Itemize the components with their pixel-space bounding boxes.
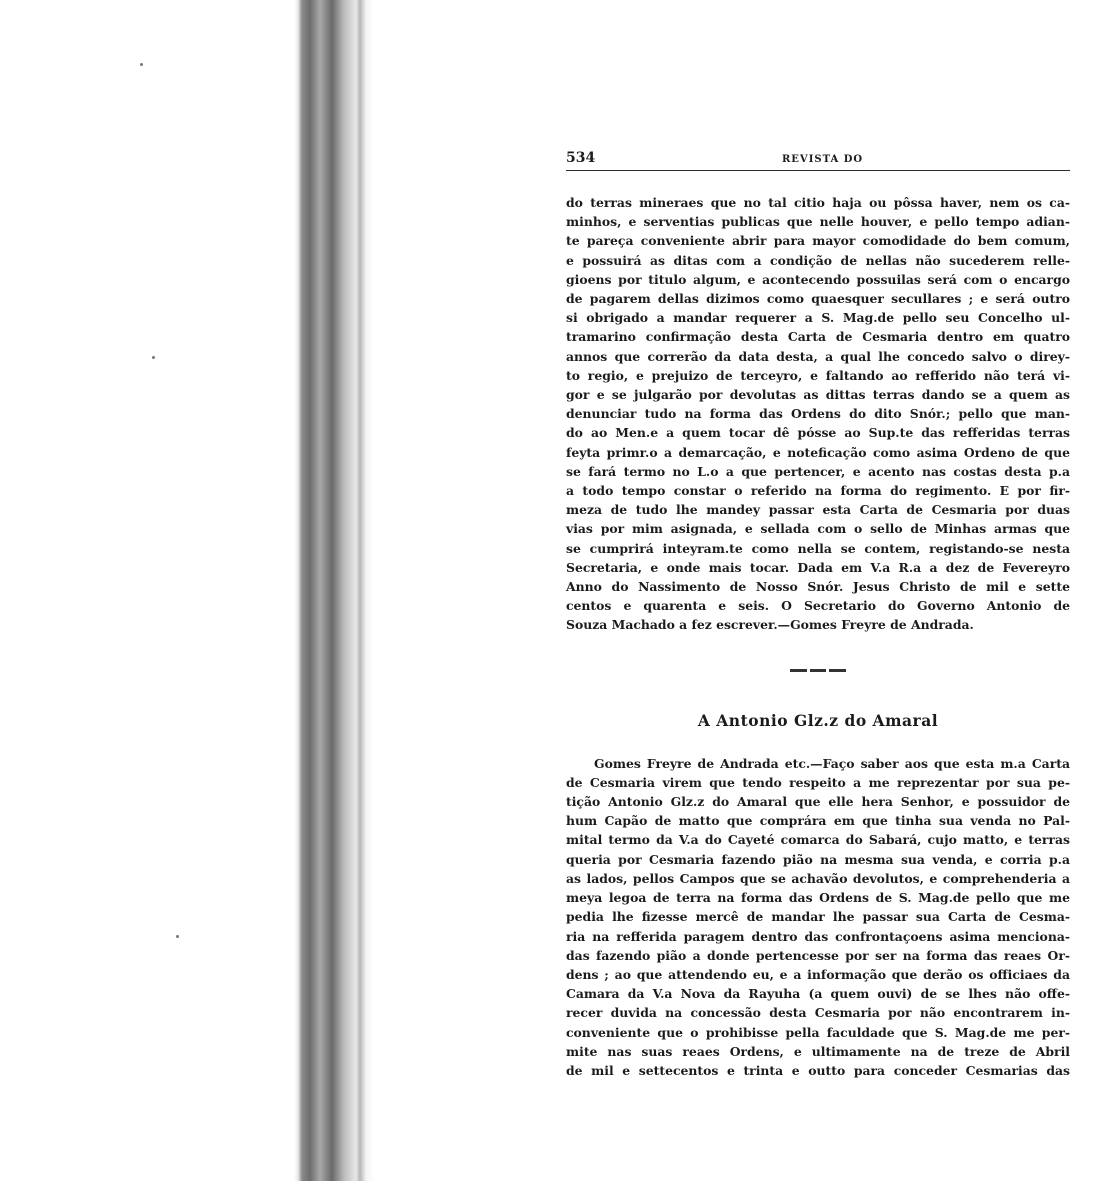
text-line: ria na refferida paragem dentro das confrontaçoens asima menciona- [566, 928, 1070, 944]
text-line: Gomes Freyre de Andrada etc.—Faço saber aos que esta m.a Carta [594, 755, 1070, 771]
text-line: Souza Machado a fez escrever.—Gomes Freyre de Andrada. [566, 617, 974, 633]
paper-speck [176, 935, 179, 938]
blank-left-page [0, 0, 300, 1181]
text-line: Secretaria, e onde mais tocar. Dada em V.a R.a a dez de Fevereyro [566, 559, 1070, 575]
text-line: mital termo da V.a do Cayeté comarca do Sabará, cujo matto, e terras [566, 832, 1070, 848]
paper-speck [152, 356, 155, 359]
text-block-carta-conclusion [566, 193, 1070, 635]
text-line: feyta primr.o a demarcação, e noteficação como asima Ordeno de que [566, 444, 1070, 460]
text-line: meza de tudo lhe mandey passar esta Carta de Cesmaria por duas [566, 502, 1070, 518]
text-line: e possuirá as ditas com a condição de nellas não sucederem relle- [566, 252, 1070, 268]
text-line: te pareça conveniente abrir para mayor comodidade do bem comum, [566, 233, 1070, 249]
text-line: Anno do Nassimento de Nosso Snór. Jesus Christo de mil e sette [566, 579, 1070, 595]
text-line: gioens por titulo algum, e acontecendo possuilas será com o encargo [566, 271, 1070, 287]
text-line: centos e quarenta e seis. O Secretario do Governo Antonio de [566, 598, 1070, 614]
text-line: se fará termo no L.o a que pertencer, e acento nas costas desta p.a [566, 463, 1070, 479]
text-line: dens ; ao que attendendo eu, e a informação que derão os officiaes da [566, 966, 1070, 982]
text-line: tição Antonio Glz.z do Amaral que elle hera Senhor, e possuidor de [566, 794, 1070, 810]
text-line: annos que correrão da data desta, a qual lhe concedo salvo o direy- [566, 348, 1070, 364]
text-line: conveniente que o prohibisse pella faculdade que S. Mag.de me per- [566, 1024, 1070, 1040]
text-line: tramarino confirmação desta Carta de Cesmaria dentro em quatro [566, 329, 1070, 345]
text-line: se cumprirá inteyram.te como nella se contem, registando-se nesta [566, 540, 1070, 556]
text-line: de mil e settecentos e trinta e outto para conceder Cesmarias das [566, 1062, 1070, 1078]
text-line: mite nas suas reaes Ordens, e ultimamente na de treze de Abril [566, 1043, 1070, 1059]
text-line: do terras mineraes que no tal citio haja ou pôssa haver, nem os ca- [566, 195, 1070, 210]
text-line: si obrigado a mandar requerer a S. Mag.de pello seu Concelho ul- [566, 310, 1070, 326]
text-line: de pagarem dellas dizimos como quaesquer secullares ; e será outro [566, 291, 1070, 307]
text-line: vias por mim asignada, e sellada com o sello de Minhas armas que [566, 521, 1070, 537]
running-head [566, 146, 1070, 171]
text-line: recer duvida na concessão desta Cesmaria por não encontrarem in- [566, 1005, 1070, 1021]
book-gutter [294, 0, 374, 1181]
text-line: minhos, e serventias publicas que nelle houver, e pello tempo adian- [566, 214, 1070, 230]
text-line: pedia lhe fizesse mercê de mandar lhe passar sua Carta de Cesma- [566, 909, 1070, 925]
paper-speck [140, 63, 143, 66]
printed-page [566, 146, 1070, 1080]
page-number: 534 [566, 150, 596, 166]
text-line: as lados, pellos Campos que se achavão devolutos, e comprehenderia a [566, 870, 1070, 886]
text-line: hum Capão de matto que comprára em que tinha sua venda no Pal- [566, 813, 1070, 829]
text-line: gor e se julgarão por devolutas as dittas terras dando se a quem as [566, 387, 1070, 403]
text-line: to regio, e prejuizo de terceyro, e faltando ao refferido não terá vi- [566, 367, 1070, 383]
text-block-antonio-carta [566, 754, 1070, 1080]
section-divider-ornament [566, 669, 1070, 673]
text-line: do ao Men.e a quem tocar dê pósse ao Sup.te das refferidas terras [566, 425, 1070, 441]
text-line: Camara da V.a Nova da Rayuha (a quem ouvi) de se lhes não offe- [566, 986, 1070, 1002]
text-line: denunciar tudo na forma das Ordens do dito Snór.; pello que man- [566, 406, 1070, 422]
text-line: de Cesmaria virem que tendo respeito a me reprezentar por sua pe- [566, 774, 1070, 790]
text-line: a todo tempo constar o referido na forma do regimento. E por fir- [566, 483, 1070, 499]
text-line: meya legoa de terra na forma das Ordens de S. Mag.de pello que me [566, 890, 1070, 906]
text-line: queria por Cesmaria fazendo pião na mesma sua venda, e corria p.a [566, 851, 1070, 867]
running-head-title: REVISTA DO [782, 154, 864, 165]
section-title: A Antonio Glz.z do Amaral [697, 710, 939, 730]
text-line: das fazendo pião a donde pertencesse por ser na forma das reaes Or- [566, 947, 1070, 963]
